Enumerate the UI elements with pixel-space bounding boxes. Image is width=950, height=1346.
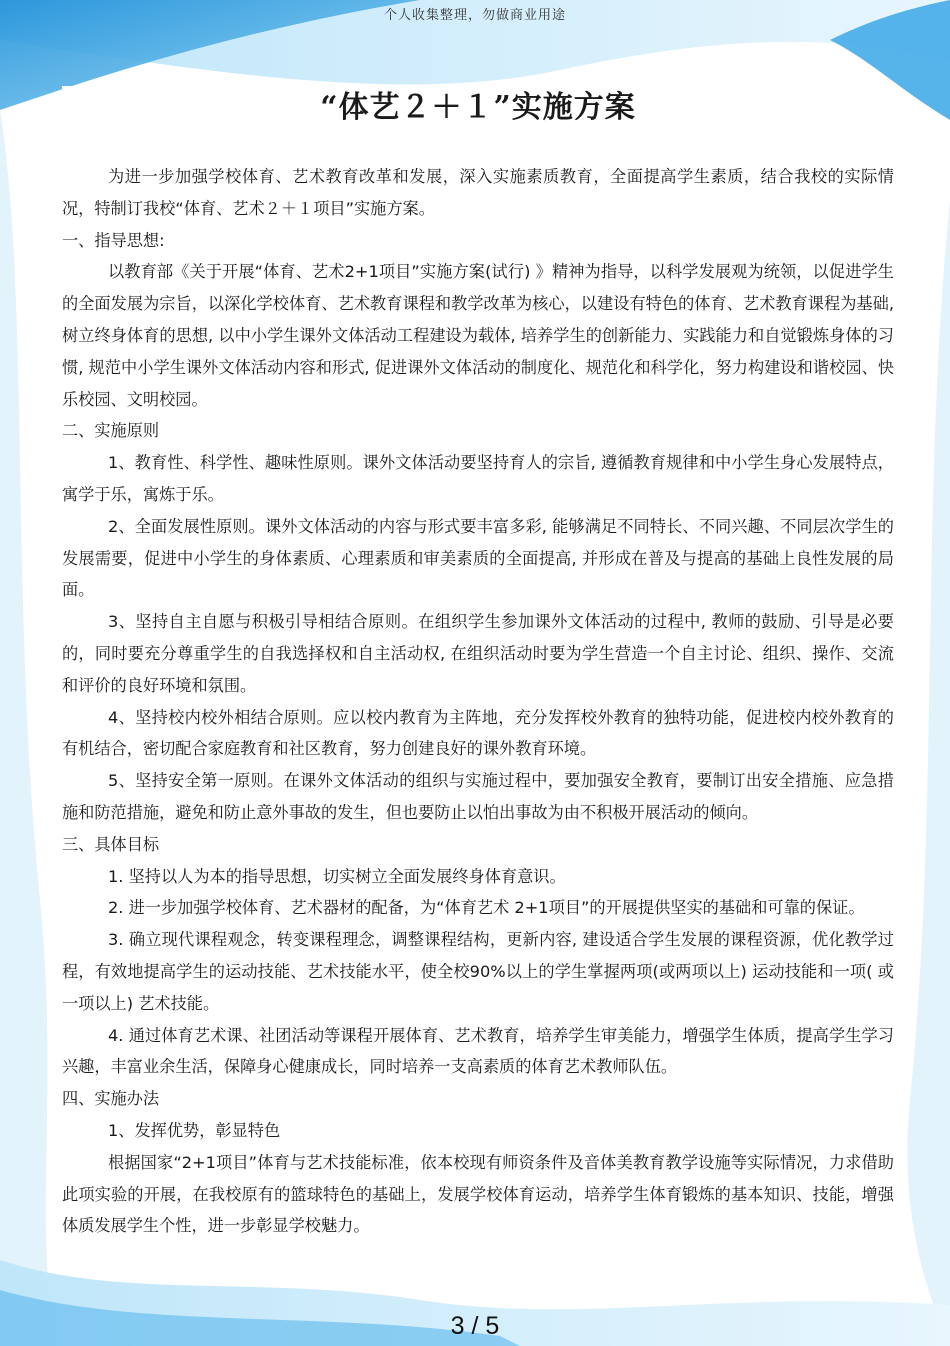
document-title: “体艺２＋１”实施方案 [320,90,636,125]
section-heading-guiding-thought: 一、指导思想: [62,230,165,250]
page-number: 3 / 5 [450,1312,500,1340]
goal-item: 2. 进一步加强学校体育、艺术器材的配备，为“体育艺术 2+1项目”的开展提供坚实的基础和可靠的保证。 [108,898,865,918]
section-heading-principles: 二、实施原则 [62,421,160,441]
paragraph: 根据国家“2+1项目”体育与艺术技能标准，依本校现有师资条件及音体美教育教学设施等实际情况，力求借助此项实验的开展，在我校原有的篮球特色的基础上，发展学校体育运动，培养学生体育锻炼的基本知识、技能，增强体质发展学生个性，进一步彰显学校魅力。 [62,1152,894,1236]
goal-item: 1. 坚持以人为本的指导思想，切实树立全面发展终身体育意识。 [108,866,566,886]
document-body [62,86,894,1242]
goal-item: 3. 确立现代课程观念，转变课程理念，调整课程结构，更新内容, 建设适合学生发展的课程资源，优化教学过程，有效地提高学生的运动技能、艺术技能水平，使全校90%以上的学生掌握两项(或两项以上) 运动技能和一项( 或一项以上) 艺术技能。 [62,930,894,1013]
principle-item: 5、坚持安全第一原则。在课外文体活动的组织与实施过程中，要加强安全教育，要制订出安全措施、应急措施和防范措施，避免和防止意外事故的发生，但也要防止以怕出事故为由不积极开展活动的倾向。 [62,771,894,822]
subsection-heading: 1、发挥优势，彰显特色 [108,1120,281,1140]
principle-item: 2、全面发展性原则。课外文体活动的内容与形式要丰富多彩, 能够满足不同特长、不同兴趣、不同层次学生的发展需要，促进中小学生的身体素质、心理素质和审美素质的全面提高, 并形成在普及与提高的基础上良性发展的局面。 [62,516,894,600]
principle-item: 3、坚持自主自愿与积极引导相结合原则。在组织学生参加课外文体活动的过程中, 教师的鼓励、引导是必要的，同时要充分尊重学生的自我选择权和自主活动权, 在组织活动时要为学生营造一个自主讨论、组织、操作、交流和评价的良好环境和氛围。 [62,612,894,695]
paragraph: 以教育部《关于开展“体育、艺术2+1项目”实施方案(试行) 》精神为指导，以科学发展观为统领，以促进学生的全面发展为宗旨，以深化学校体育、艺术教育课程和教学改革为核心，以建设有特色的体育、艺术教育课程为基础, 树立终身体育的思想, 以中小学生课外文体活动工程建设为载体, 培养学生的创新能力、实践能力和自觉锻炼身体的习惯, 规范中小学生课外文体活动内容和形式, 促进课外文体活动的制度化、规范化和科学化，努力构建设和谐校园、快乐校园、文明校园。 [62,262,894,409]
principle-item: 4、坚持校内校外相结合原则。应以校内教育为主阵地，充分发挥校外教育的独特功能，促进校内校外教育的有机结合，密切配合家庭教育和社区教育，努力创建良好的课外教育环境。 [62,707,894,759]
section-heading-methods: 四、实施办法 [62,1089,160,1109]
goal-item: 4. 通过体育艺术课、社团活动等课程开展体育、艺术教育，培养学生审美能力，增强学生体质，提高学生学习兴趣，丰富业余生活，保障身心健康成长，同时培养一支高素质的体育艺术教师队伍。 [62,1025,894,1077]
intro-paragraph: 为进一步加强学校体育、艺术教育改革和发展，深入实施素质教育，全面提高学生素质，结合我校的实际情况，特制订我校“体育、艺术２＋１项目”实施方案。 [62,167,894,218]
section-heading-goals: 三、具体目标 [62,834,160,854]
header-watermark: 个人收集整理，勿做商业用途 [383,8,566,23]
principle-item: 1、教育性、科学性、趣味性原则。课外文体活动要坚持育人的宗旨, 遵循教育规律和中小学生身心发展特点，寓学于乐，寓炼于乐。 [62,453,894,504]
